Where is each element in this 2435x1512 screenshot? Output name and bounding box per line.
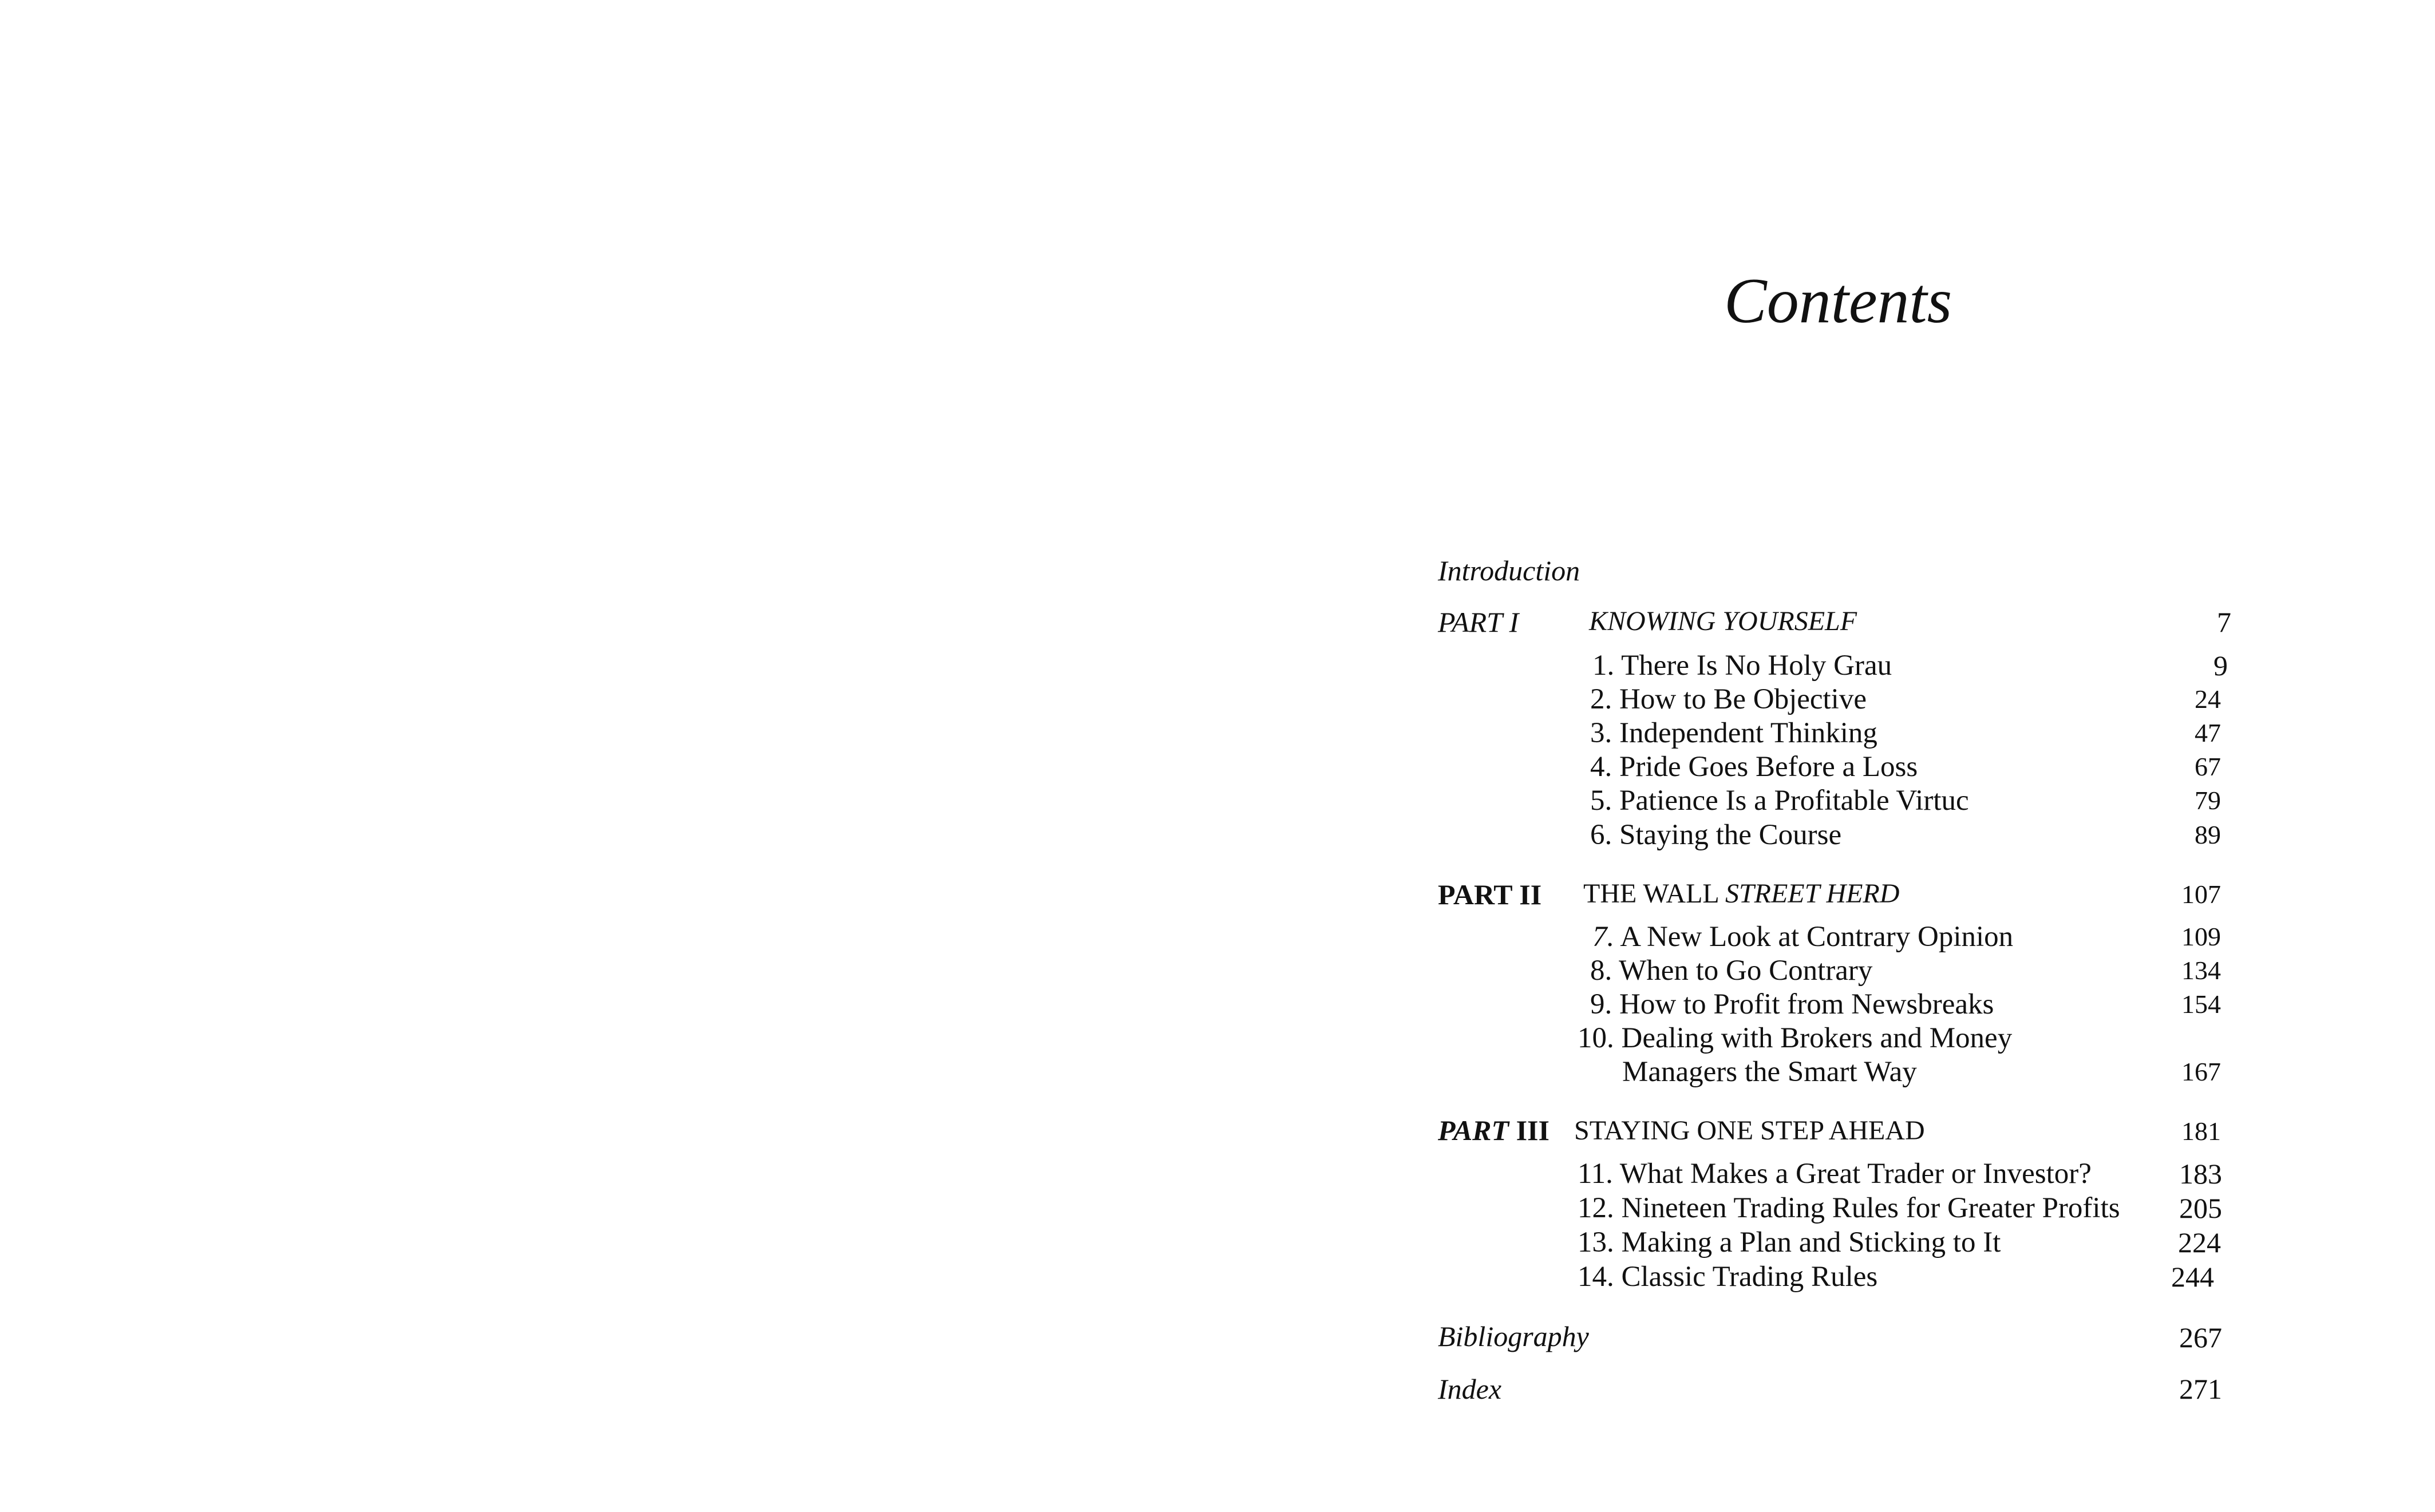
chapter-title: What Makes a Great Trader or Investor? (1619, 1158, 2092, 1190)
chapter-6-page: 89 (2195, 820, 2221, 849)
chapter-9 (1590, 990, 1994, 1019)
chapter-title: There Is No Holy Grau (1621, 650, 1892, 682)
chapter-10-page: 167 (2181, 1057, 2221, 1086)
part-3-label-word: PART (1438, 1114, 1509, 1146)
part-3-title: STAYING ONE STEP AHEAD (1574, 1115, 1925, 1146)
chapter-number: 4. (1590, 751, 1612, 783)
chapter-2-page: 24 (2195, 684, 2221, 714)
chapter-2 (1590, 685, 1867, 714)
chapter-number: 11. (1578, 1158, 1613, 1190)
chapter-8-page: 134 (2181, 956, 2221, 985)
chapter-title: Staying the Course (1619, 819, 1842, 851)
chapter-title: Independent Thinking (1619, 717, 1877, 749)
chapter-10-continued: Managers the Smart Way (1622, 1056, 1917, 1088)
chapter-title: How to Profit from Newsbreaks (1619, 988, 1994, 1020)
chapter-9-page: 154 (2181, 989, 2221, 1019)
chapter-10 (1578, 1024, 2012, 1053)
chapter-number: 1. (1592, 650, 1615, 682)
chapter-11-page: 183 (2179, 1158, 2222, 1190)
part-1-title: KNOWING YOURSELF (1589, 606, 1857, 636)
toc-index: Index (1438, 1373, 1502, 1405)
chapter-title: How to Be Objective (1619, 683, 1867, 715)
part-2-title-plain: THE WALL (1583, 878, 1718, 909)
chapter-title: A New Look at Contrary Opinion (1620, 921, 2014, 953)
chapter-title: Patience Is a Profitable Virtuc (1619, 785, 1969, 817)
chapter-12-page: 205 (2179, 1192, 2222, 1224)
chapter-7 (1592, 923, 2013, 952)
chapter-7-page: 109 (2181, 922, 2221, 951)
index-page: 271 (2179, 1373, 2222, 1405)
chapter-1-page: 9 (2213, 650, 2228, 682)
chapter-4-page: 67 (2195, 752, 2221, 781)
part-3-label (1438, 1116, 1549, 1145)
chapter-1 (1592, 651, 1892, 680)
chapter-title: Classic Trading Rules (1621, 1261, 1878, 1293)
chapter-title: Pride Goes Before a Loss (1619, 751, 1918, 783)
chapter-6 (1590, 821, 1841, 850)
chapter-number: 14. (1578, 1261, 1614, 1293)
chapter-title: Nineteen Trading Rules for Greater Profits (1621, 1192, 2120, 1224)
chapter-4 (1590, 753, 1918, 782)
chapter-number: 3. (1590, 717, 1612, 749)
bibliography-page: 267 (2179, 1321, 2222, 1353)
chapter-13-page: 224 (2178, 1226, 2221, 1258)
chapter-title: When to Go Contrary (1619, 955, 1873, 987)
toc-bibliography: Bibliography (1438, 1320, 1589, 1352)
chapter-11 (1578, 1159, 2092, 1189)
chapter-12 (1578, 1194, 2120, 1223)
chapter-13 (1578, 1228, 2001, 1257)
chapter-title: Making a Plan and Sticking to It (1621, 1226, 2001, 1258)
part-2-page: 107 (2181, 880, 2221, 909)
chapter-14-page: 244 (2171, 1261, 2214, 1293)
chapter-3 (1590, 719, 1877, 748)
chapter-8 (1590, 956, 1872, 985)
chapter-5 (1590, 786, 1969, 816)
chapter-number: 13. (1578, 1226, 1614, 1258)
part-3-page: 181 (2181, 1117, 2221, 1146)
chapter-number: 5. (1590, 785, 1612, 817)
part-2-title (1583, 880, 1899, 908)
chapter-5-page: 79 (2195, 786, 2221, 815)
chapter-title: Dealing with Brokers and Money (1621, 1022, 2013, 1054)
part-2-label: PART II (1438, 878, 1542, 911)
page-title: Contents (1724, 266, 1952, 337)
chapter-number: 7. (1592, 921, 1615, 953)
chapter-3-page: 47 (2195, 718, 2221, 747)
chapter-number: 2. (1590, 683, 1612, 715)
part-1-label: PART I (1438, 606, 1519, 638)
chapter-number: 6. (1590, 819, 1612, 851)
part-1-page: 7 (2217, 606, 2231, 638)
chapter-number: 9. (1590, 988, 1612, 1020)
chapter-number: 8. (1590, 955, 1612, 987)
toc-introduction: Introduction (1438, 555, 1580, 587)
part-2-title-italic: STREET HERD (1725, 878, 1900, 909)
chapter-number: 10. (1578, 1022, 1614, 1054)
chapter-number: 12. (1578, 1192, 1614, 1224)
chapter-14 (1578, 1262, 1877, 1292)
part-3-label-numeral: III (1516, 1114, 1549, 1146)
